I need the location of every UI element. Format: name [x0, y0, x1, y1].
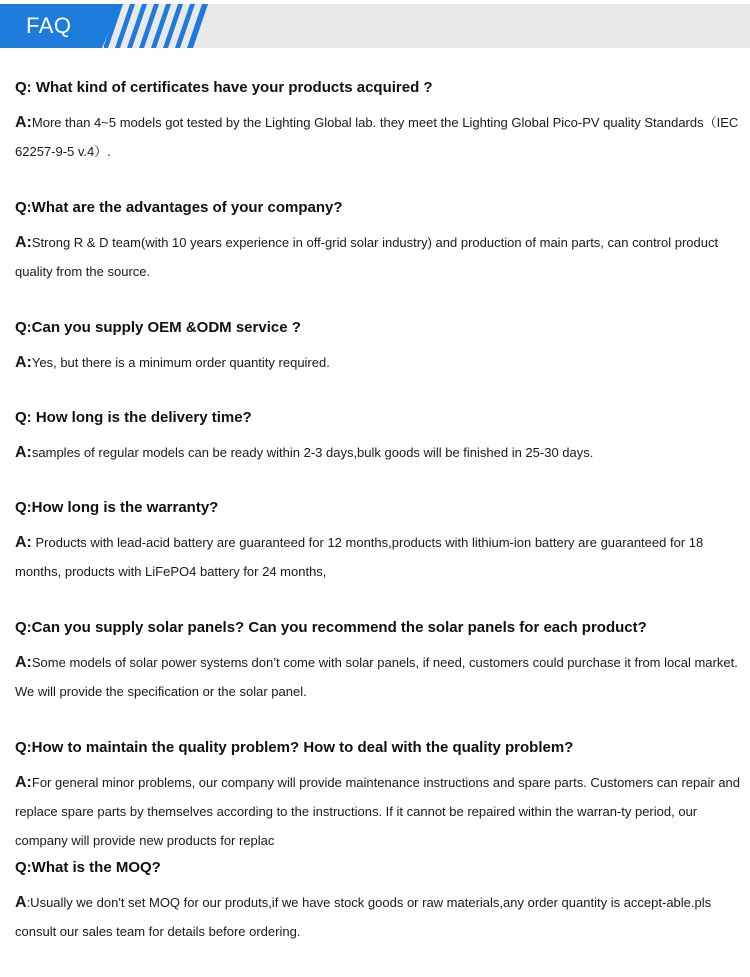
answer-text: Strong R & D team(with 10 years experience in off-grid solar industry) and production of main parts, can control product quality from the source. — [15, 235, 719, 279]
faq-answer — [15, 768, 740, 855]
answer-prefix: A: — [15, 774, 32, 791]
faq-item — [15, 198, 740, 286]
answer-prefix: A — [15, 894, 27, 911]
faq-answer — [15, 438, 740, 467]
answer-text: More than 4~5 models got tested by the Lighting Global lab. they meet the Lighting Global Pico-PV quality Standards（IEC 62257-9-5 v.4）. — [15, 115, 739, 159]
answer-text: For general minor problems, our company will provide maintenance instructions and spare parts. Customers can repair and replace spare parts by themselves according to the instructions. If it cannot be repaired within the warran-ty period, our company will provide new products for replac — [15, 775, 741, 848]
answer-text: Some models of solar power systems don’t come with solar panels, if need, customers could purchase it from local market. We will provide the specification or the solar panel. — [15, 655, 738, 699]
banner-title: FAQ — [26, 13, 72, 38]
faq-answer — [15, 648, 740, 706]
answer-prefix: A: — [15, 114, 32, 131]
answer-prefix: A: — [15, 534, 32, 551]
faq-question: Q:Can you supply solar panels? Can you recommend the solar panels for each product? — [15, 619, 647, 636]
faq-question: Q: How long is the delivery time? — [15, 409, 252, 426]
faq-item — [15, 78, 740, 166]
answer-text: :Usually we don't set MOQ for our produts,if we have stock goods or raw materials,any order quantity is accept-able.pls consult our sales team for details before ordering. — [15, 895, 712, 939]
faq-question: Q: What kind of certificates have your products acquired ? — [15, 79, 433, 96]
faq-item — [15, 858, 740, 946]
faq-question: Q:Can you supply OEM &ODM service ? — [15, 319, 301, 336]
answer-text: Products with lead-acid battery are guaranteed for 12 months,products with lithium-ion battery are guaranteed for 18 months, products with LiFePO4 battery for 24 months, — [15, 535, 704, 579]
faq-answer — [15, 108, 740, 166]
faq-question: Q:How long is the warranty? — [15, 499, 219, 516]
answer-prefix: A: — [15, 654, 32, 671]
faq-banner — [0, 4, 750, 48]
faq-item — [15, 738, 740, 855]
banner-stripes-decoration — [104, 4, 224, 48]
faq-item — [15, 618, 740, 706]
faq-item — [15, 408, 740, 467]
faq-answer — [15, 228, 740, 286]
answer-prefix: A: — [15, 234, 32, 251]
faq-question: Q:How to maintain the quality problem? How to deal with the quality problem? — [15, 739, 574, 756]
faq-answer — [15, 348, 740, 377]
answer-text: samples of regular models can be ready within 2-3 days,bulk goods will be finished in 25-30 days. — [31, 445, 594, 460]
answer-prefix: A: — [15, 444, 32, 461]
faq-item — [15, 318, 740, 377]
faq-item — [15, 498, 740, 586]
answer-prefix: A: — [15, 354, 32, 371]
answer-text: Yes, but there is a minimum order quantity required. — [31, 355, 330, 370]
faq-answer — [15, 888, 740, 946]
faq-question: Q:What is the MOQ? — [15, 859, 161, 876]
faq-answer — [15, 528, 740, 586]
faq-question: Q:What are the advantages of your company? — [15, 199, 343, 216]
